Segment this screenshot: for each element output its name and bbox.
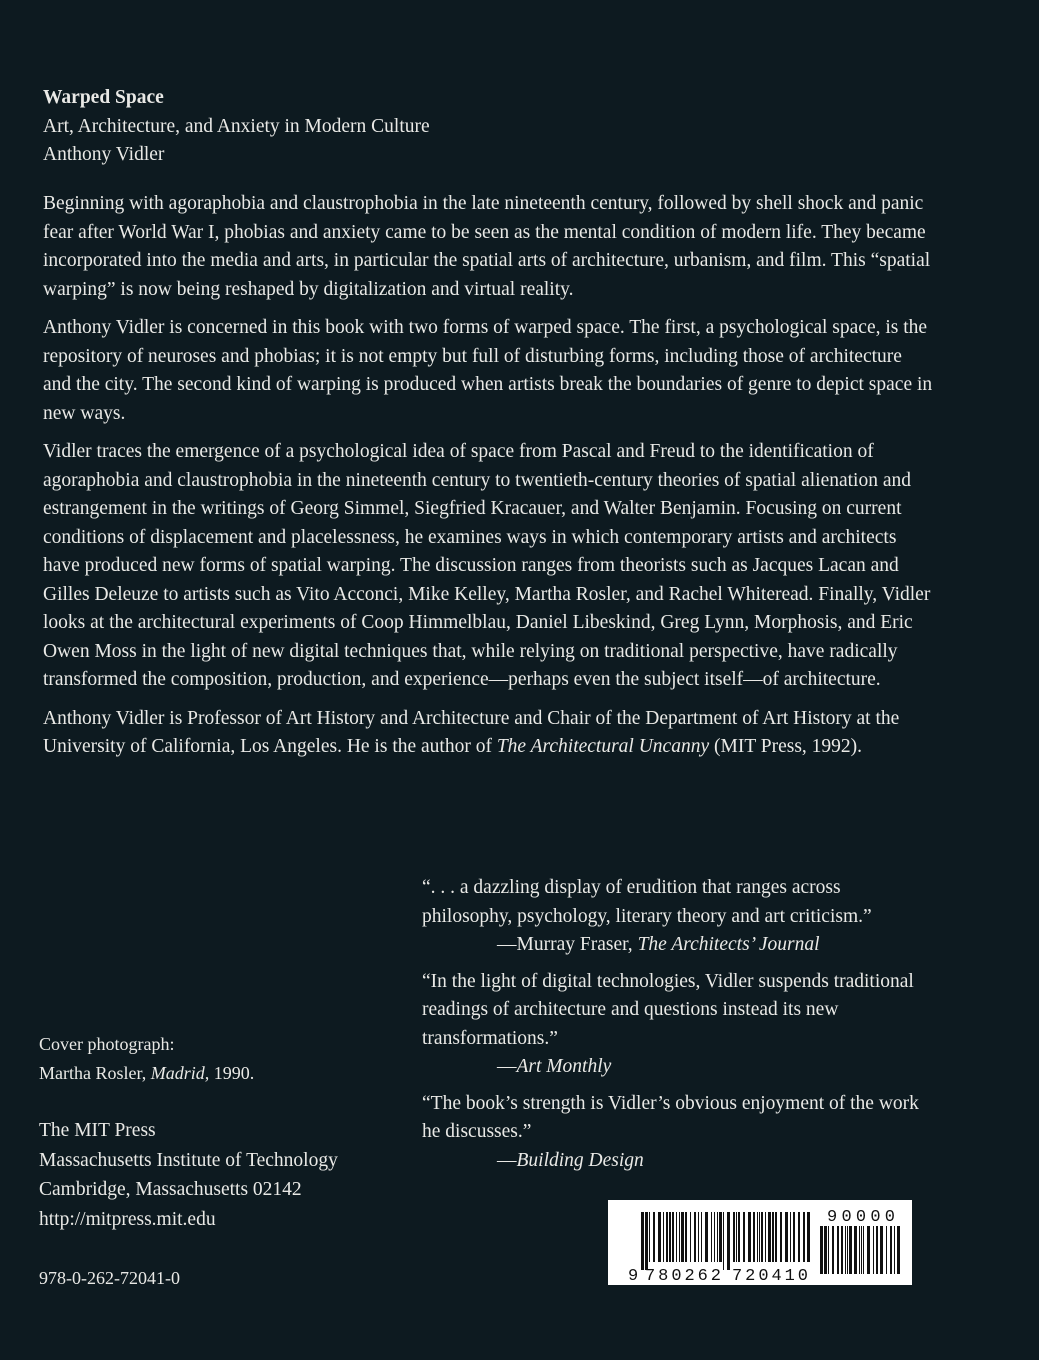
barcode-bar bbox=[863, 1226, 864, 1274]
barcode-bar bbox=[798, 1212, 800, 1262]
ean-right-digits: 720410 bbox=[732, 1267, 808, 1285]
quote-attrib-prefix: —Murray Fraser, bbox=[497, 934, 638, 955]
barcode-bar bbox=[790, 1212, 791, 1262]
author-bio-text: Anthony Vidler is Professor of Art History and Architecture and Chair of the Department of Art History at the University of California, Los Angeles. He is the author of bbox=[43, 707, 900, 757]
barcode-graphic bbox=[608, 1200, 912, 1285]
barcode-bar bbox=[723, 1212, 724, 1270]
quote-attrib-prefix: — bbox=[497, 1149, 517, 1171]
quote-attribution bbox=[422, 931, 922, 960]
publisher-institution: Massachusetts Institute of Technology bbox=[39, 1149, 338, 1171]
barcode-bar bbox=[859, 1226, 860, 1274]
price-code: 90000 bbox=[827, 1208, 895, 1227]
review-quote bbox=[422, 968, 922, 1082]
barcode-bar bbox=[780, 1212, 782, 1262]
book-subtitle: Art, Architecture, and Anxiety in Modern Culture bbox=[43, 115, 430, 137]
barcode-bar bbox=[672, 1212, 674, 1262]
quote-text: “In the light of digital technologies, Vidler suspends traditional readings of architecture and questions instead its new transformations.” bbox=[422, 970, 914, 1049]
barcode-bar bbox=[837, 1226, 839, 1274]
barcode-bar bbox=[761, 1212, 763, 1262]
publisher-url[interactable]: http://mitpress.mit.edu bbox=[39, 1208, 216, 1230]
barcode-bar bbox=[876, 1226, 878, 1274]
barcode-bar bbox=[733, 1212, 735, 1262]
barcode-bar bbox=[897, 1226, 900, 1274]
ean-left-digits: 780262 bbox=[645, 1267, 721, 1285]
barcode-bar bbox=[690, 1212, 691, 1262]
barcode-bar bbox=[701, 1212, 702, 1262]
barcode-bar bbox=[711, 1212, 712, 1262]
barcode-bar bbox=[861, 1226, 862, 1274]
book-title: Warped Space bbox=[43, 87, 164, 108]
barcode-bar bbox=[714, 1212, 715, 1262]
barcode-bar bbox=[886, 1226, 887, 1274]
barcode-bar bbox=[890, 1226, 892, 1274]
cover-artist: Martha Rosler, bbox=[39, 1062, 151, 1083]
cover-work: Madrid, bbox=[150, 1062, 210, 1083]
barcode-bar bbox=[685, 1212, 687, 1262]
barcode-bar bbox=[719, 1212, 722, 1262]
barcode-bar bbox=[757, 1212, 758, 1262]
cover-credit bbox=[39, 1030, 254, 1087]
barcode-bar bbox=[653, 1212, 655, 1262]
barcode-bar bbox=[705, 1212, 708, 1262]
barcode-bar bbox=[847, 1226, 848, 1274]
review-quote bbox=[422, 874, 922, 960]
barcode-bar bbox=[658, 1212, 661, 1262]
quote-attribution bbox=[422, 1053, 922, 1082]
quote-attribution bbox=[422, 1147, 922, 1176]
barcode bbox=[608, 1200, 912, 1285]
barcode-bar bbox=[717, 1212, 718, 1262]
quote-text: “The book’s strength is Vidler’s obvious enjoyment of the work he discusses.” bbox=[422, 1092, 919, 1142]
barcode-bar bbox=[841, 1226, 843, 1274]
barcode-bar bbox=[845, 1226, 846, 1274]
barcode-bar bbox=[669, 1212, 671, 1262]
barcode-bar bbox=[854, 1226, 857, 1274]
barcode-bar bbox=[793, 1212, 795, 1262]
barcode-bar bbox=[832, 1226, 834, 1274]
barcode-bar bbox=[748, 1212, 751, 1262]
cover-credit-label: Cover photograph: bbox=[39, 1034, 175, 1054]
author-bio-tail: (MIT Press, 1992). bbox=[709, 736, 863, 757]
barcode-bar bbox=[849, 1226, 852, 1274]
quote-source: Art Monthly bbox=[516, 1056, 612, 1077]
barcode-bar bbox=[663, 1212, 664, 1262]
barcode-bars-addon bbox=[820, 1226, 900, 1274]
barcode-bar bbox=[880, 1226, 883, 1274]
barcode-bar bbox=[772, 1212, 774, 1262]
barcode-bar bbox=[828, 1226, 829, 1274]
review-quotes bbox=[422, 874, 922, 1183]
barcode-bar bbox=[824, 1226, 827, 1274]
barcode-bar bbox=[785, 1212, 788, 1262]
description-paragraph: Vidler traces the emergence of a psychological idea of space from Pascal and Freud to the identification of agoraphobia and claustrophobia in the nineteenth century to twentieth-century theories of spatial alienation and estrangement in the writings of Georg Simmel, Siegfried Kracauer, and Walter Benjamin. Focusing on current conditions of displacement and placelessness, he examines ways in which contemporary artists and architects have produced new forms of spatial warping. The discussion ranges from theorists such as Jacques Lacan and Gilles Deleuze to artists such as Vito Acconci, Mike Kelley, Martha Rosler, and Rachel Whiteread. Finally, Vidler looks at the architectural experiments of Coop Himmelblau, Daniel Libeskind, Greg Lynn, Morphosis, and Eric Owen Moss in the light of new digital techniques that, while relying on traditional perspective, have radically transformed the composition, production, and experience—perhaps even the subject itself—of architecture. bbox=[43, 441, 931, 690]
barcode-bar bbox=[738, 1212, 740, 1262]
barcode-bar bbox=[666, 1212, 668, 1262]
author-bio-book-title: The Architectural Uncanny bbox=[496, 736, 710, 757]
barcode-bar bbox=[681, 1212, 684, 1262]
barcode-bar bbox=[768, 1212, 771, 1262]
description-paragraph: Anthony Vidler is concerned in this book with two forms of warped space. The first, a psychological space, is the repository of neuroses and phobias; it is not empty but full of disturbing forms, including those of architecture and the city. The second kind of warping is produced when artists break the boundaries of genre to depict space in new ways. bbox=[43, 317, 933, 424]
description bbox=[43, 190, 933, 772]
barcode-bar bbox=[649, 1212, 650, 1262]
barcode-bar bbox=[775, 1212, 777, 1262]
publisher-block bbox=[39, 1116, 338, 1234]
quote-attrib-prefix: — bbox=[497, 1056, 517, 1077]
barcode-bar bbox=[736, 1212, 737, 1262]
barcode-bar bbox=[743, 1212, 745, 1262]
review-quote bbox=[422, 1090, 922, 1176]
barcode-bar bbox=[753, 1212, 755, 1262]
cover-credit-line bbox=[39, 1059, 254, 1088]
ean-prefix: 9 bbox=[628, 1267, 639, 1285]
barcode-bar bbox=[873, 1226, 874, 1274]
isbn: 978-0-262-72041-0 bbox=[39, 1268, 180, 1288]
publisher-name: The MIT Press bbox=[39, 1120, 156, 1141]
barcode-bar bbox=[765, 1212, 766, 1262]
quote-source: The Architects’ Journal bbox=[637, 934, 820, 955]
barcode-bar bbox=[645, 1212, 648, 1270]
barcode-bar bbox=[698, 1212, 699, 1262]
barcode-bars-main bbox=[641, 1212, 810, 1270]
book-header bbox=[43, 84, 430, 170]
publisher-city: Cambridge, Massachusetts 02142 bbox=[39, 1179, 302, 1200]
cover-year: 1990. bbox=[209, 1062, 255, 1083]
description-paragraph: Beginning with agoraphobia and claustrophobia in the late nineteenth century, followed by shell shock and panic fear after World War I, phobias and anxiety came to be seen as the mental condition of modern life. They became incorporated into the media and arts, in particular the spatial arts of architecture, urbanism, and film. This “spatial warping” is now being reshaped by digitalization and virtual reality. bbox=[43, 193, 931, 300]
quote-text: “. . . a dazzling display of erudition that ranges across philosophy, psychology, literary theory and art criticism.” bbox=[422, 877, 872, 927]
barcode-bar bbox=[894, 1226, 895, 1274]
barcode-bar bbox=[676, 1212, 677, 1262]
barcode-bar bbox=[803, 1212, 805, 1262]
quote-source: Building Design bbox=[516, 1149, 644, 1171]
barcode-bar bbox=[679, 1212, 680, 1262]
book-author: Anthony Vidler bbox=[43, 144, 165, 165]
barcode-bar bbox=[694, 1212, 696, 1262]
barcode-bar bbox=[727, 1212, 730, 1270]
barcode-bar bbox=[641, 1212, 644, 1270]
barcode-bar bbox=[820, 1226, 823, 1274]
barcode-bar bbox=[807, 1212, 810, 1262]
author-bio bbox=[43, 705, 933, 762]
barcode-bar bbox=[867, 1226, 870, 1274]
barcode-bar bbox=[759, 1212, 760, 1262]
